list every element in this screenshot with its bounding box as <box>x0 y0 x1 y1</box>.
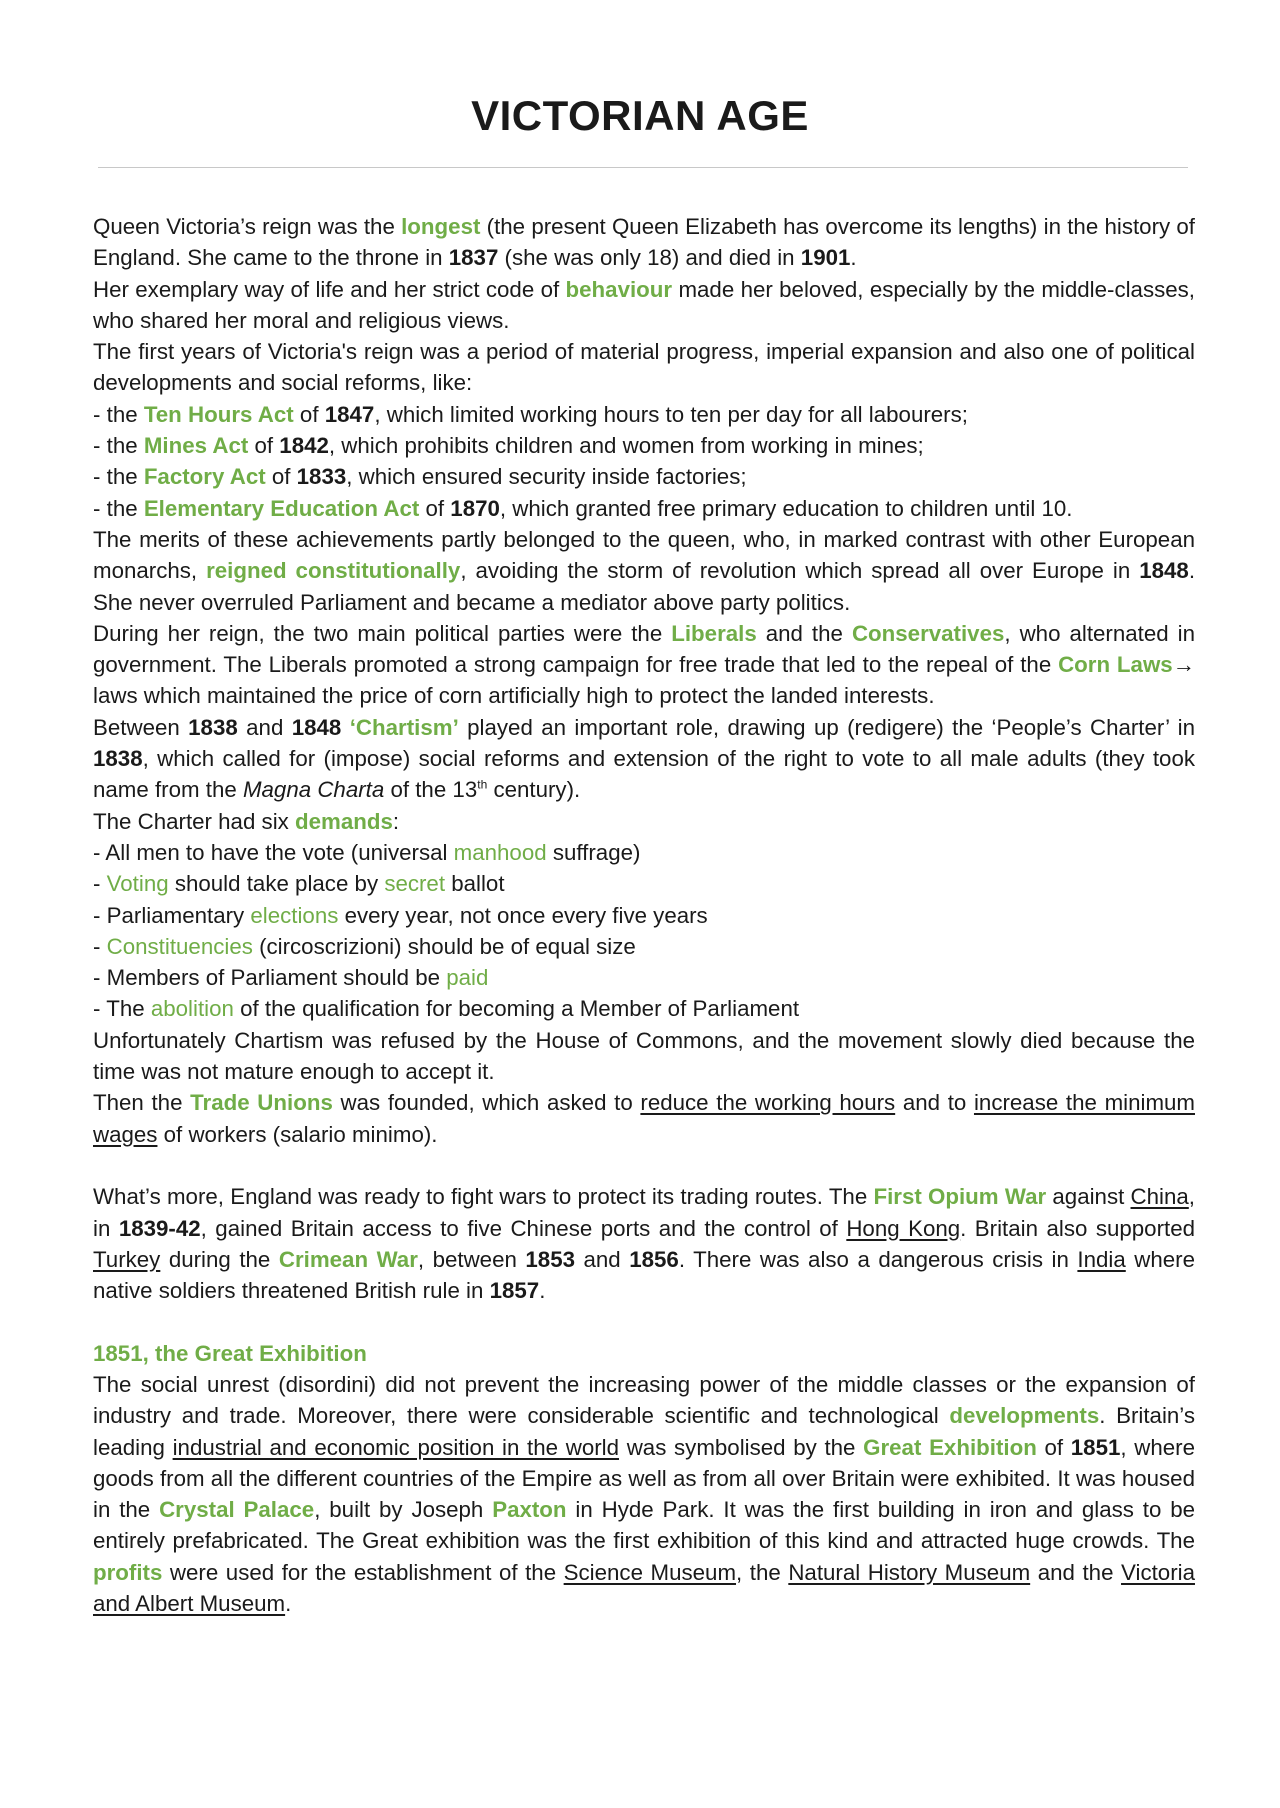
year: 1856 <box>629 1246 679 1272</box>
list-item: - Voting should take place by secret ballot <box>93 871 505 897</box>
year: 1842 <box>279 433 329 459</box>
keyword: paid <box>446 965 489 991</box>
list-item: - the Mines Act of 1842, which prohibits children and women from working in mines; <box>93 433 924 459</box>
list-item: - Constituencies (circoscrizioni) should be of equal size <box>93 933 636 959</box>
paragraph-wars: What’s more, England was ready to fight wars to protect its trading routes. The First Opium War against China, in 1839-42, gained Britain access to five Chinese ports and the control of Hong Kong. Britain also supported Turkey during the Crimean War, between 1853 and 1856. There was also a dangerous crisis in India where native soldiers threatened British rule in 1857. <box>93 1184 1196 1304</box>
year: 1901 <box>800 245 851 271</box>
keyword: reigned constitutionally <box>206 558 461 584</box>
paragraph-demands-intro: The Charter had six demands: <box>93 808 400 834</box>
keyword: Elementary Education Act <box>143 495 420 521</box>
year: 1833 <box>296 464 347 490</box>
spacer <box>93 1150 1195 1181</box>
keyword: elections <box>250 902 339 928</box>
paragraph-reign: Queen Victoria’s reign was the longest (the present Queen Elizabeth has overcome its lengths) in the history of England. She came to the throne in 1837 (she was only 18) and died in 1901. <box>93 214 1196 271</box>
paragraph-chartism-end: Unfortunately Chartism was refused by the House of Commons, and the movement slowly died because the time was not mature enough to accept it. <box>93 1027 1195 1085</box>
spacer <box>93 1306 1195 1337</box>
year: 1853 <box>525 1246 575 1272</box>
list-item: - All men to have the vote (universal manhood suffrage) <box>93 839 641 865</box>
demands-list <box>93 837 1195 1025</box>
year: 1838 <box>93 746 143 772</box>
keyword: Mines Act <box>143 433 249 459</box>
keyword: Constituencies <box>106 933 253 959</box>
list-item: - the Elementary Education Act of 1870, which granted free primary education to children until 10. <box>93 495 1073 521</box>
keyword: Great Exhibition <box>863 1434 1037 1460</box>
list-item: - The abolition of the qualification for becoming a Member of Parliament <box>93 996 800 1022</box>
year: 1848 <box>291 714 342 740</box>
underlined-term: Hong Kong <box>846 1215 961 1241</box>
underlined-term: China <box>1130 1184 1189 1210</box>
keyword: developments <box>949 1403 1100 1429</box>
keyword: Liberals <box>671 620 757 646</box>
list-item: - the Ten Hours Act of 1847, which limited working hours to ten per day for all labourers; <box>93 401 968 427</box>
year: 1870 <box>450 495 500 521</box>
keyword: profits <box>93 1559 163 1585</box>
keyword: Ten Hours Act <box>143 401 294 427</box>
year: 1847 <box>324 401 375 427</box>
keyword: manhood <box>453 839 547 865</box>
paragraph-parties: During her reign, the two main political parties were the Liberals and the Conservatives, who alternated in government. The Liberals promoted a strong campaign for free trade that led to the repeal of the Corn Laws→ laws which maintained the price of corn artificially high to protect the landed interests. <box>93 620 1195 709</box>
underlined-term: reduce the working hours <box>640 1090 896 1116</box>
keyword: Paxton <box>492 1497 567 1523</box>
underlined-term: Natural History Museum <box>788 1559 1031 1585</box>
underlined-term: Turkey <box>93 1246 161 1272</box>
list-item: - the Factory Act of 1833, which ensured security inside factories; <box>93 464 747 490</box>
italic-term: Magna Charta <box>242 777 385 803</box>
underlined-term: India <box>1077 1246 1126 1272</box>
year: 1838 <box>188 714 238 740</box>
keyword: demands <box>295 808 393 834</box>
section-heading: 1851, the Great Exhibition <box>93 1340 367 1366</box>
document-body <box>93 211 1195 1619</box>
paragraph-trade-unions: Then the Trade Unions was founded, which asked to reduce the working hours and to increase the minimum wages of workers (salario minimo). <box>93 1090 1195 1147</box>
reform-list <box>93 399 1195 524</box>
paragraph-exhibition: The social unrest (disordini) did not prevent the increasing power of the middle classes or the expansion of industry and trade. Moreover, there were considerable scientific and technological developments. Britain’s leading industrial and economic position in the world was symbolised by the Great Exhibition of 1851, where goods from all the different countries of the Empire as well as from all over Britain were exhibited. It was housed in the Crystal Palace, built by Joseph Paxton in Hyde Park. It was the first building in iron and glass to be entirely prefabricated. The Great exhibition was the first exhibition of this kind and attracted huge crowds. The profits were used for the establishment of the Science Museum, the Natural History Museum and the Victoria and Albert Museum. <box>93 1371 1196 1617</box>
keyword: Conservatives <box>851 620 1005 646</box>
keyword: secret <box>384 871 446 897</box>
underlined-term: industrial and economic position in the world <box>172 1434 620 1460</box>
paragraph-merits: The merits of these achievements partly belonged to the queen, who, in marked contrast with other European monarchs, reigned constitutionally, avoiding the storm of revolution which spread all over Europe in 1848. She never overruled Parliament and became a mediator above party politics. <box>93 526 1196 615</box>
year: 1848 <box>1139 558 1189 584</box>
underlined-term: Victoria and Albert Museum <box>93 1559 1195 1617</box>
year: 1857 <box>489 1278 540 1304</box>
paragraph-progress: The first years of Victoria's reign was a period of material progress, imperial expansion and also one of political developments and social reforms, like: <box>93 339 1195 396</box>
paragraph-behaviour: Her exemplary way of life and her strict code of behaviour made her beloved, especially by the middle-classes, who shared her moral and religious views. <box>93 276 1195 333</box>
keyword: abolition <box>150 996 234 1022</box>
paragraph-chartism: Between 1838 and 1848 ‘Chartism’ played an important role, drawing up (redigere) the ‘People’s Charter’ in 1838, which called for (impose) social reforms and extension of the right to vote to all male adults (they took name from the Magna Charta of the 13th century). <box>93 714 1196 803</box>
underlined-term: Science Museum <box>563 1559 737 1585</box>
year: 1839-42 <box>118 1215 201 1241</box>
keyword: longest <box>401 214 481 239</box>
year: 1851 <box>1070 1434 1121 1460</box>
keyword: ‘Chartism’ <box>349 714 459 740</box>
keyword: Corn Laws <box>1058 652 1173 678</box>
keyword: Trade Unions <box>190 1090 333 1116</box>
page-title: VICTORIAN AGE <box>471 92 809 139</box>
list-item: - Parliamentary elections every year, not once every five years <box>93 902 708 928</box>
keyword: Factory Act <box>143 464 266 490</box>
underlined-term: increase the minimum wages <box>93 1090 1195 1147</box>
keyword: Crystal Palace <box>159 1497 315 1523</box>
title-divider <box>98 167 1188 168</box>
keyword: Crimean War <box>278 1246 418 1272</box>
year: 1837 <box>448 245 499 271</box>
list-item: - Members of Parliament should be paid <box>93 965 489 991</box>
keyword: behaviour <box>565 276 673 302</box>
keyword: First Opium War <box>873 1184 1047 1210</box>
keyword: Voting <box>106 871 169 897</box>
